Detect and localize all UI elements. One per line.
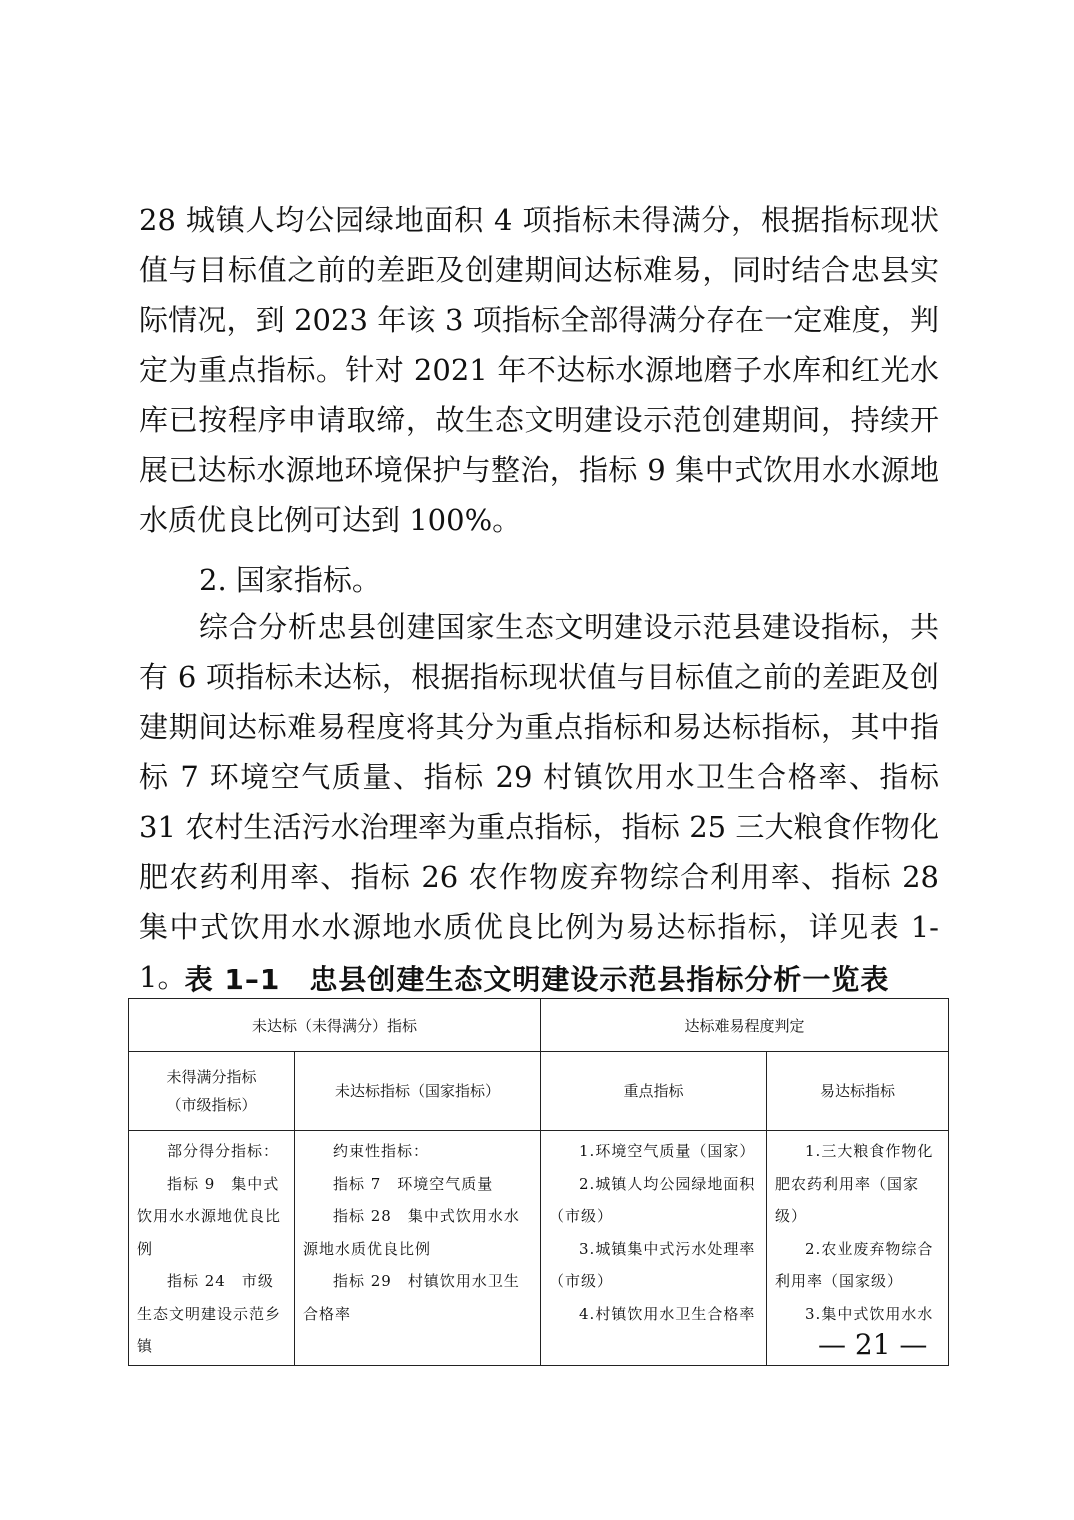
cell-line: 2.城镇人均公园绿地面积（市级） — [549, 1174, 756, 1225]
sub-header-national: 未达标指标（国家指标） — [295, 1052, 541, 1131]
cell-line: 指标 9 集中式饮用水水源地优良比例 — [137, 1174, 282, 1258]
sub-header-city-line1: 未得满分指标 — [166, 1068, 257, 1086]
section-heading-national-indicators: 2. 国家指标。 — [199, 563, 381, 597]
group-header-difficulty: 达标难易程度判定 — [541, 999, 949, 1052]
cell-line: 指标 29 村镇饮用水卫生合格率 — [303, 1272, 520, 1323]
table-group-header-row — [129, 999, 949, 1052]
cell-line: 指标 28 集中式饮用水水源地水质优良比例 — [303, 1207, 520, 1258]
group-header-unmet: 未达标（未得满分）指标 — [129, 999, 541, 1052]
cell-line: 指标 24 市级生态文明建设示范乡镇 — [137, 1272, 282, 1355]
cell-line: 约束性指标： — [333, 1142, 430, 1160]
sub-header-city-level — [129, 1052, 295, 1131]
cell-line: 4.村镇饮用水卫生合格率 — [579, 1304, 756, 1323]
sub-header-easy: 易达标指标 — [767, 1052, 949, 1131]
body-paragraph-1: 28 城镇人均公园绿地面积 4 项指标未得满分，根据指标现状值与目标值之前的差距及创建期间达标难易，同时结合忠县实际情况，到 2023 年该 3 项指标全部得满分存在一定难度，判定为重点指标。针对 2021 年不达标水源地磨子水库和红光水库已按程序申请取缔，故生态文明建设示范创建期间，持续开展已达标水源地环境保护与整治，指标 9 集中式饮用水水源地水质优良比例可达到 100%。 — [139, 203, 939, 537]
cell-national-indicators — [295, 1131, 541, 1366]
cell-line: 指标 7 环境空气质量 — [333, 1174, 494, 1193]
page-number: — 21 — — [818, 1328, 928, 1361]
cell-line: 部分得分指标： — [167, 1142, 280, 1160]
cell-key-indicators — [541, 1131, 767, 1366]
cell-city-level-indicators — [129, 1131, 295, 1366]
cell-line: 3.城镇集中式污水处理率（市级） — [549, 1239, 756, 1290]
cell-line: 1.环境空气质量（国家） — [579, 1142, 756, 1160]
cell-line: 1.三大粮食作物化肥农药利用率（国家级） — [775, 1142, 934, 1225]
sub-header-city-line2: （市级指标） — [166, 1096, 257, 1114]
cell-line: 2.农业废弃物综合利用率（国家级） — [775, 1239, 934, 1290]
body-paragraph-2: 综合分析忠县创建国家生态文明建设示范县建设指标，共有 6 项指标未达标，根据指标现状值与目标值之前的差距及创建期间达标难易程度将其分为重点指标和易达标指标，其中指标 7 环境空气质量、指标 29 村镇饮用水卫生合格率、指标 31 农村生活污水治理率为重点指标，指标 25 三大粮食作物化肥农药利用率、指标 26 农作物废弃物综合利用率、指标 28 集中式饮用水水源地水质优良比例为易达标指标，详见表 1-1。 — [139, 610, 939, 994]
table-title: 表 1–1 忠县创建生态文明建设示范县指标分析一览表 — [184, 963, 890, 996]
table-sub-header-row — [129, 1052, 949, 1131]
sub-header-key: 重点指标 — [541, 1052, 767, 1131]
cell-line: 3.集中式饮用水水 — [805, 1304, 934, 1323]
indicator-analysis-table — [128, 998, 949, 1366]
